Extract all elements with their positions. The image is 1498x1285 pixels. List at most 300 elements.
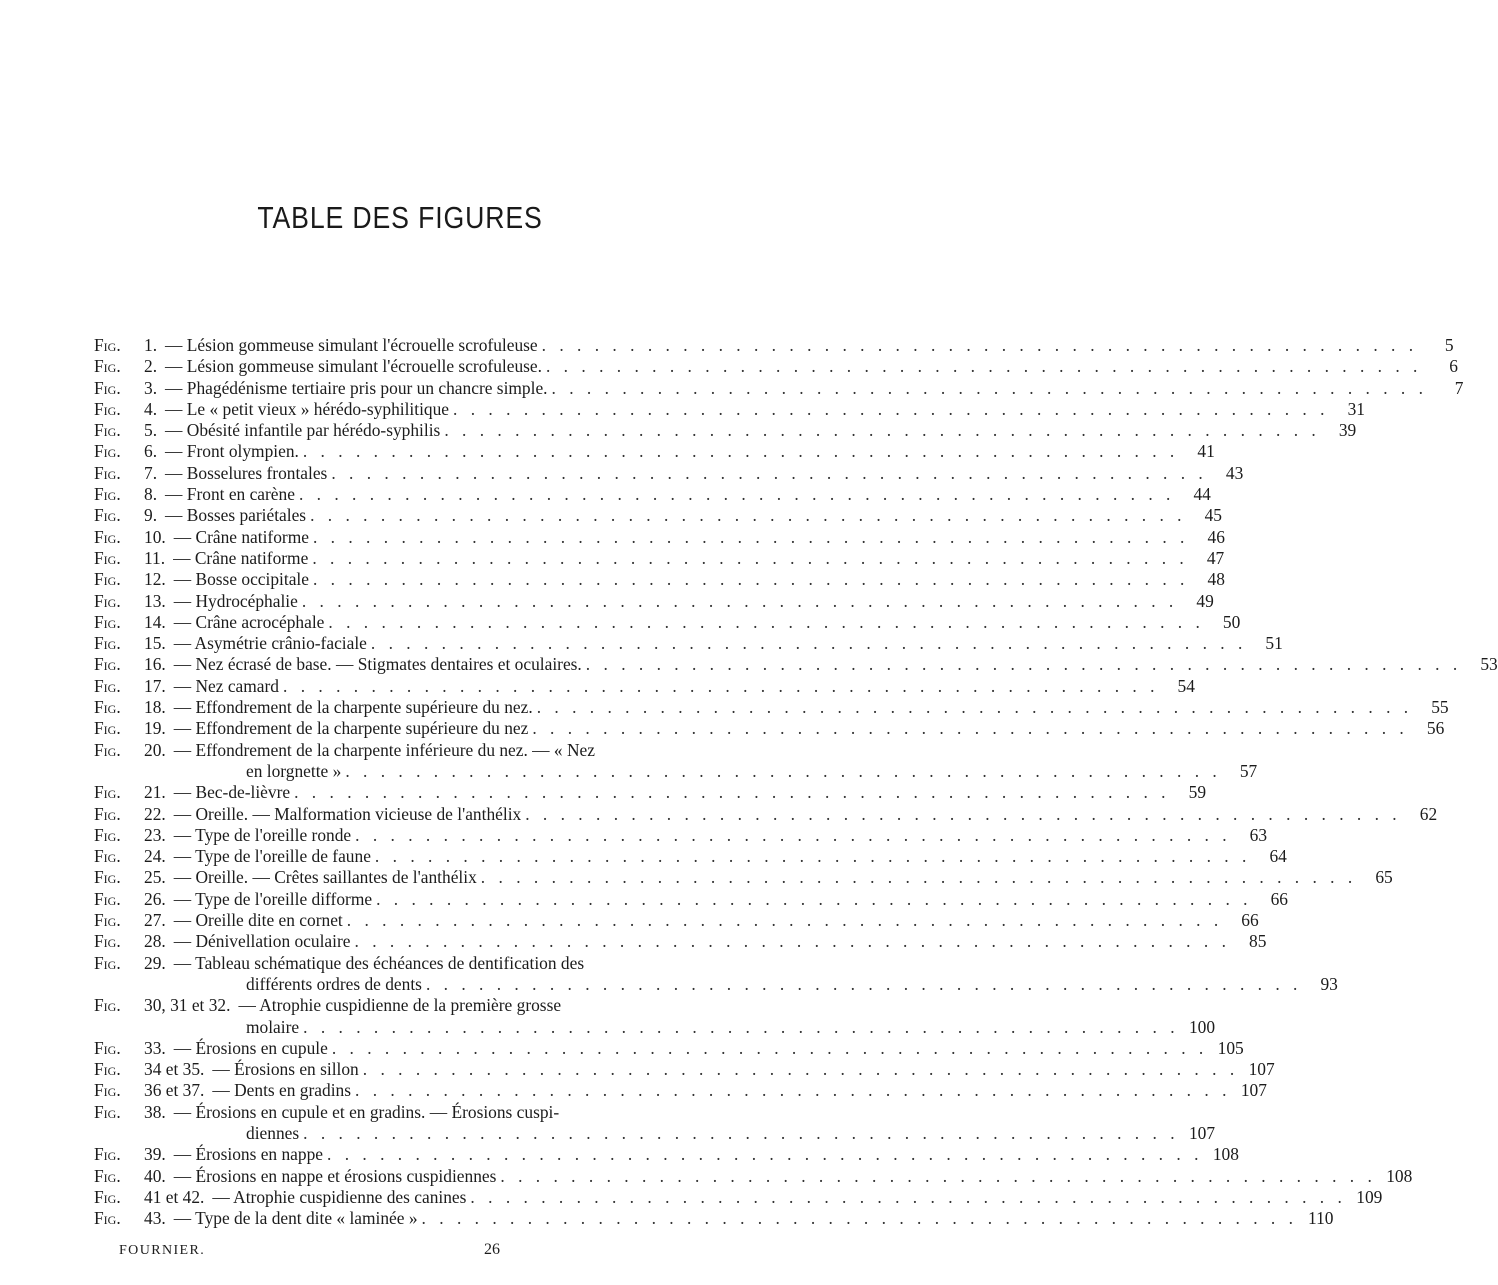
page-number: 49	[1196, 590, 1214, 611]
figure-caption: — Effondrement de la charpente supérieure du nez	[173, 718, 529, 739]
figure-label	[94, 867, 166, 888]
figure-label	[94, 1102, 166, 1123]
figure-word: Fig.	[94, 867, 121, 888]
dot-leader: . . . . . . . . . . . . . . . . . . . . . . . . . . . . . . . . . . . . . . . . . . . . . . . . . .	[470, 1186, 1347, 1207]
figure-entry	[94, 484, 1211, 505]
page-number: 48	[1207, 569, 1225, 590]
page-number: 100	[1188, 1016, 1216, 1037]
figure-number: 23.	[144, 824, 166, 845]
figure-word: Fig.	[94, 931, 121, 952]
figure-word: Fig.	[94, 1080, 121, 1101]
dot-leader: . . . . . . . . . . . . . . . . . . . . . . . . . . . . . . . . . . . . . . . . . . . . . . . . . .	[331, 462, 1208, 483]
figure-caption: — Oreille. — Malformation vicieuse de l'anthélix	[173, 803, 522, 824]
entry-line	[94, 335, 1454, 356]
dot-leader: . . . . . . . . . . . . . . . . . . . . . . . . . . . . . . . . . . . . . . . . . . . . . . . . . .	[294, 782, 1171, 803]
page-number: 45	[1204, 505, 1222, 526]
figure-entry	[94, 697, 1449, 718]
figure-entry	[94, 782, 1207, 803]
figure-number: 22.	[144, 803, 166, 824]
figure-caption: — Tableau schématique des échéances de dentification des	[173, 952, 585, 973]
figure-word: Fig.	[94, 824, 121, 845]
figure-caption: — Hydrocéphalie	[173, 590, 298, 611]
page-number: 63	[1249, 824, 1268, 845]
page-number: 47	[1206, 547, 1225, 568]
dot-leader: . . . . . . . . . . . . . . . . . . . . . . . . . . . . . . . . . . . . . . . . . . . . . . . . . .	[303, 1122, 1180, 1143]
figure-entry	[94, 569, 1225, 590]
figure-word: Fig.	[94, 1144, 121, 1165]
figure-caption: — Bosselures frontales	[165, 462, 328, 483]
page-title: TABLE DES FIGURES	[257, 200, 543, 235]
entry-line	[94, 867, 1393, 888]
figure-number: 2.	[144, 356, 158, 377]
figure-label	[94, 825, 166, 846]
entry-line	[94, 782, 1207, 803]
figure-label	[94, 1144, 166, 1165]
figure-caption: — Oreille. — Crêtes saillantes de l'anthélix	[173, 867, 477, 888]
entry-line	[94, 590, 1214, 612]
figure-number: 26.	[144, 888, 166, 909]
figure-caption: — Lésion gommeuse simulant l'écrouelle scrofuleuse	[165, 335, 538, 355]
figure-entry	[94, 611, 1241, 633]
figure-number: 13.	[144, 590, 166, 611]
figure-entry	[94, 547, 1225, 569]
figure-entry	[94, 356, 1458, 377]
figure-number: 6.	[144, 441, 158, 462]
figure-caption: en lorgnette »	[246, 760, 342, 781]
page-number: 107	[1248, 1059, 1275, 1080]
dot-leader: . . . . . . . . . . . . . . . . . . . . . . . . . . . . . . . . . . . . . . . . . . . . . . . . . .	[355, 824, 1232, 845]
figure-word: Fig.	[94, 420, 121, 441]
page-number: 93	[1320, 973, 1338, 994]
figure-label	[94, 1166, 166, 1187]
figure-caption: — Crâne natiforme	[173, 547, 309, 568]
figure-number: 9.	[144, 505, 158, 526]
entry-line	[94, 484, 1211, 505]
page-footer	[119, 1243, 719, 1263]
dot-leader: . . . . . . . . . . . . . . . . . . . . . . . . . . . . . . . . . . . . . . . . . . . . . . . . . .	[525, 803, 1402, 824]
figure-caption: — Oreille dite en cornet	[173, 910, 343, 931]
entry-line	[94, 824, 1268, 846]
entry-line	[94, 611, 1241, 633]
figure-entry	[94, 824, 1268, 846]
figure-label	[94, 505, 157, 526]
figure-caption: — Dents en gradins	[212, 1080, 351, 1101]
figure-caption: — Érosions en cupule	[173, 1037, 328, 1058]
figure-entry	[94, 718, 1445, 739]
figure-label	[94, 569, 166, 590]
figure-entry	[94, 1186, 1383, 1208]
dot-leader: . . . . . . . . . . . . . . . . . . . . . . . . . . . . . . . . . . . . . . . . . . . . . . . . . .	[585, 654, 1462, 675]
dot-leader: . . . . . . . . . . . . . . . . . . . . . . . . . . . . . . . . . . . . . . . . . . . . . . . . . .	[345, 760, 1222, 781]
dot-leader: . . . . . . . . . . . . . . . . . . . . . . . . . . . . . . . . . . . . . . . . . . . . . . . . . .	[425, 973, 1302, 994]
page-number: 44	[1193, 484, 1211, 505]
figure-label	[94, 953, 166, 974]
figure-number: 34 et 35.	[144, 1059, 205, 1080]
entry-line	[94, 1037, 1244, 1059]
figure-caption: — Nez camard	[173, 675, 280, 696]
figure-word: Fig.	[94, 1059, 121, 1080]
figure-caption: — Effondrement de la charpente inférieure du nez. — « Nez	[173, 739, 595, 760]
figure-caption: — Érosions en sillon	[212, 1059, 359, 1080]
entry-line	[94, 377, 1464, 399]
page-number: 51	[1265, 633, 1283, 654]
page-number: 109	[1356, 1186, 1383, 1207]
figure-caption: diennes	[246, 1122, 300, 1143]
entry-line	[94, 1144, 1239, 1165]
entry-line	[94, 888, 1288, 910]
page-number: 64	[1269, 846, 1287, 867]
dot-leader: . . . . . . . . . . . . . . . . . . . . . . . . . . . . . . . . . . . . . . . . . . . . . . . . . .	[354, 931, 1231, 952]
figure-word: Fig.	[94, 718, 121, 739]
figure-number: 33.	[144, 1037, 166, 1058]
entry-line	[94, 931, 1267, 952]
entry-line	[94, 1102, 720, 1123]
figure-label	[94, 1187, 204, 1208]
footer-author: FOURNIER.	[119, 1243, 206, 1258]
page-number: 66	[1270, 888, 1288, 909]
dot-leader: . . . . . . . . . . . . . . . . . . . . . . . . . . . . . . . . . . . . . . . . . . . . . . . . . .	[303, 1016, 1180, 1037]
figure-number: 36 et 37.	[144, 1080, 205, 1101]
figure-entry	[94, 675, 1195, 697]
figure-caption: — Type de la dent dite « laminée »	[173, 1208, 418, 1229]
dot-leader: . . . . . . . . . . . . . . . . . . . . . . . . . . . . . . . . . . . . . . . . . . . . . . . . . .	[374, 846, 1251, 867]
figure-number: 24.	[144, 846, 166, 867]
figure-word: Fig.	[94, 377, 121, 398]
entry-line	[94, 526, 1225, 548]
figure-number: 7.	[144, 462, 158, 483]
figure-entry	[94, 1144, 1239, 1165]
figure-entry	[94, 1080, 1267, 1101]
figure-entry	[94, 505, 1222, 526]
figure-caption: — Dénivellation oculaire	[173, 931, 351, 952]
entry-line	[94, 803, 1438, 825]
page-number: 66	[1241, 910, 1259, 931]
figure-word: Fig.	[94, 1186, 121, 1207]
figure-entry	[94, 335, 1454, 356]
figure-number: 17.	[144, 675, 166, 696]
dot-leader: . . . . . . . . . . . . . . . . . . . . . . . . . . . . . . . . . . . . . . . . . . . . . . . . . .	[310, 505, 1186, 526]
figure-word: Fig.	[94, 590, 121, 611]
entry-line	[94, 441, 1215, 462]
figure-caption: — Obésité infantile par hérédo-syphilis	[165, 420, 441, 441]
figure-caption: — Crâne acrocéphale	[173, 611, 325, 632]
figure-number: 12.	[144, 569, 166, 590]
dot-leader: . . . . . . . . . . . . . . . . . . . . . . . . . . . . . . . . . . . . . . . . . . . . . . . . . .	[444, 420, 1321, 441]
figure-word: Fig.	[94, 633, 121, 654]
figure-entry	[94, 441, 1215, 462]
figure-entry	[94, 739, 1258, 783]
figure-caption: — Type de l'oreille difforme	[173, 888, 373, 909]
figure-entry	[94, 398, 1365, 420]
page-number: 107	[1240, 1080, 1267, 1101]
figure-word: Fig.	[94, 803, 121, 824]
entry-line	[94, 505, 1222, 526]
figure-caption: — Crâne natiforme	[173, 526, 309, 547]
entry-line	[94, 1080, 1267, 1101]
figure-number: 40.	[144, 1165, 166, 1186]
figure-label	[94, 718, 166, 739]
page-number: 54	[1177, 675, 1195, 696]
figure-label	[94, 527, 166, 548]
figure-entry	[94, 910, 1259, 931]
figure-caption: — Front en carène	[165, 484, 295, 505]
figure-label	[94, 420, 157, 441]
figure-entry	[94, 1208, 1334, 1229]
entry-line	[94, 846, 1287, 867]
dot-leader: . . . . . . . . . . . . . . . . . . . . . . . . . . . . . . . . . . . . . . . . . . . . . . . . . .	[500, 1165, 1377, 1186]
dot-leader: . . . . . . . . . . . . . . . . . . . . . . . . . . . . . . . . . . . . . . . . . . . . . . . . . .	[545, 356, 1422, 377]
page-number: 107	[1188, 1122, 1216, 1143]
entry-line	[94, 1059, 1275, 1080]
figure-label	[94, 463, 157, 484]
figure-number: 8.	[144, 484, 158, 505]
dot-leader: . . . . . . . . . . . . . . . . . . . . . . . . . . . . . . . . . . . . . . . . . . . . . . . . . .	[536, 697, 1413, 718]
figure-number: 27.	[144, 910, 166, 931]
figure-number: 10.	[144, 526, 166, 547]
figure-word: Fig.	[94, 398, 121, 419]
figure-number: 38.	[144, 1101, 166, 1122]
figure-word: Fig.	[94, 462, 121, 483]
figure-word: Fig.	[94, 782, 121, 803]
dot-leader: . . . . . . . . . . . . . . . . . . . . . . . . . . . . . . . . . . . . . . . . . . . . . . . . . .	[328, 611, 1205, 632]
dot-leader: . . . . . . . . . . . . . . . . . . . . . . . . . . . . . . . . . . . . . . . . . . . . . . . . . .	[312, 526, 1189, 547]
figure-number: 11.	[144, 547, 166, 568]
page-number: 6	[1449, 356, 1458, 377]
figure-list	[94, 335, 1498, 1229]
page-number: 108	[1386, 1165, 1413, 1186]
figure-caption: — Type de l'oreille ronde	[173, 824, 352, 845]
dot-leader: . . . . . . . . . . . . . . . . . . . . . . . . . . . . . . . . . . . . . . . . . . . . . . . . . .	[327, 1144, 1203, 1165]
figure-number: 41 et 42.	[144, 1186, 205, 1207]
entry-line	[94, 718, 1445, 739]
entry-line	[94, 740, 720, 761]
figure-number: 18.	[144, 697, 166, 718]
figure-number: 5.	[144, 420, 158, 441]
figure-caption: — Nez écrasé de base. — Stigmates dentaires et oculaires.	[173, 654, 582, 675]
page-number: 5	[1444, 335, 1454, 355]
figure-number: 43.	[144, 1208, 166, 1229]
figure-word: Fig.	[94, 995, 121, 1016]
figure-label	[94, 995, 230, 1016]
entry-continuation-line	[94, 973, 1338, 995]
figure-entry	[94, 590, 1214, 612]
figure-entry	[94, 995, 1216, 1038]
footer-signature: 26	[484, 1241, 500, 1258]
figure-number: 25.	[144, 867, 166, 888]
entry-continuation-line	[94, 760, 1258, 782]
figure-caption: — Atrophie cuspidienne des canines	[212, 1186, 467, 1207]
figure-number: 4.	[144, 398, 158, 419]
figure-caption: — Érosions en nappe et érosions cuspidiennes	[173, 1165, 497, 1186]
figure-entry	[94, 1059, 1275, 1080]
entry-continuation-line	[94, 1016, 1216, 1038]
figure-number: 16.	[144, 654, 166, 675]
figure-label	[94, 1080, 204, 1101]
figure-word: Fig.	[94, 356, 121, 377]
figure-word: Fig.	[94, 1208, 121, 1229]
page-number: 62	[1419, 803, 1438, 824]
figure-caption: — Bec-de-lièvre	[173, 782, 291, 803]
figure-caption: — Phagédénisme tertiaire pris pour un chancre simple.	[165, 377, 548, 398]
figure-word: Fig.	[94, 441, 121, 462]
page-number: 43	[1225, 462, 1244, 483]
figure-entry	[94, 803, 1438, 825]
figure-word: Fig.	[94, 697, 121, 718]
figure-word: Fig.	[94, 888, 121, 909]
figure-label	[94, 1208, 166, 1229]
figure-label	[94, 910, 166, 931]
dot-leader: . . . . . . . . . . . . . . . . . . . . . . . . . . . . . . . . . . . . . . . . . . . . . . . . . .	[331, 1037, 1208, 1058]
dot-leader: . . . . . . . . . . . . . . . . . . . . . . . . . . . . . . . . . . . . . . . . . . . . . . . . . .	[421, 1208, 1298, 1229]
figure-label	[94, 782, 166, 803]
page-number: 41	[1197, 441, 1215, 462]
figure-word: Fig.	[94, 952, 121, 973]
figure-label	[94, 697, 166, 718]
figure-entry	[94, 1037, 1244, 1059]
figure-label	[94, 846, 166, 867]
figure-caption: — Asymétrie crânio-faciale	[173, 633, 367, 654]
dot-leader: . . . . . . . . . . . . . . . . . . . . . . . . . . . . . . . . . . . . . . . . . . . . . . . . . .	[346, 910, 1223, 931]
figure-label	[94, 804, 166, 825]
figure-caption: — Bosses pariétales	[165, 505, 307, 526]
dot-leader: . . . . . . . . . . . . . . . . . . . . . . . . . . . . . . . . . . . . . . . . . . . . . . . . . .	[532, 718, 1409, 739]
dot-leader: . . . . . . . . . . . . . . . . . . . . . . . . . . . . . . . . . . . . . . . . . . . . . . . . . .	[376, 888, 1252, 909]
figure-word: Fig.	[94, 1037, 121, 1058]
figure-number: 19.	[144, 718, 166, 739]
page-number: 50	[1222, 611, 1241, 632]
page-number: 31	[1347, 398, 1365, 419]
figure-word: Fig.	[94, 484, 121, 505]
figure-number: 3.	[144, 377, 158, 398]
dot-leader: . . . . . . . . . . . . . . . . . . . . . . . . . . . . . . . . . . . . . . . . . . . . . . . . . .	[541, 335, 1418, 355]
entry-continuation-line	[94, 1122, 1216, 1144]
figure-entry	[94, 1101, 1216, 1145]
entry-line	[94, 1186, 1383, 1208]
dot-leader: . . . . . . . . . . . . . . . . . . . . . . . . . . . . . . . . . . . . . . . . . . . . . . . . . .	[355, 1080, 1231, 1101]
entry-line	[94, 547, 1225, 569]
figure-word: Fig.	[94, 739, 121, 760]
figure-label	[94, 931, 166, 952]
figure-word: Fig.	[94, 569, 121, 590]
figure-caption: — Atrophie cuspidienne de la première grosse	[238, 995, 562, 1016]
figure-word: Fig.	[94, 675, 121, 696]
figure-label	[94, 676, 166, 697]
figure-number: 20.	[144, 739, 166, 760]
entry-line	[94, 1165, 1413, 1187]
dot-leader: . . . . . . . . . . . . . . . . . . . . . . . . . . . . . . . . . . . . . . . . . . . . . . . . . .	[362, 1059, 1239, 1080]
figure-label	[94, 356, 157, 377]
figure-entry	[94, 420, 1357, 441]
page-number: 46	[1207, 526, 1225, 547]
page-number: 39	[1338, 420, 1357, 441]
figure-word: Fig.	[94, 910, 121, 931]
dot-leader: . . . . . . . . . . . . . . . . . . . . . . . . . . . . . . . . . . . . . . . . . . . . . . . . . .	[312, 569, 1189, 590]
dot-leader: . . . . . . . . . . . . . . . . . . . . . . . . . . . . . . . . . . . . . . . . . . . . . . . . . .	[480, 867, 1357, 888]
figure-caption: — Effondrement de la charpente supérieure du nez.	[173, 697, 533, 718]
figure-label	[94, 889, 166, 910]
figure-entry	[94, 888, 1288, 910]
figure-label	[94, 399, 157, 420]
entry-line	[94, 1208, 1334, 1229]
page-number: 56	[1426, 718, 1445, 739]
figure-label	[94, 740, 166, 761]
entry-line	[94, 995, 720, 1016]
figure-label	[94, 484, 157, 505]
page-number: 55	[1431, 697, 1449, 718]
figure-word: Fig.	[94, 547, 121, 568]
figure-word: Fig.	[94, 846, 121, 867]
figure-entry	[94, 931, 1267, 952]
figure-caption: — Le « petit vieux » hérédo-syphilitique	[165, 398, 450, 419]
entry-line	[94, 356, 1458, 377]
entry-line	[94, 675, 1195, 697]
figure-caption: différents ordres de dents	[246, 973, 422, 994]
page-number: 57	[1239, 760, 1258, 781]
figure-label	[94, 1059, 204, 1080]
entry-line	[94, 462, 1244, 484]
dot-leader: . . . . . . . . . . . . . . . . . . . . . . . . . . . . . . . . . . . . . . . . . . . . . . . . . .	[298, 484, 1175, 505]
figure-number: 39.	[144, 1144, 166, 1165]
figure-entry	[94, 1165, 1413, 1187]
figure-caption: molaire	[246, 1016, 300, 1037]
page-number: 53	[1480, 654, 1498, 675]
dot-leader: . . . . . . . . . . . . . . . . . . . . . . . . . . . . . . . . . . . . . . . . . . . . . . . . . .	[283, 675, 1159, 696]
figure-word: Fig.	[94, 335, 121, 355]
figure-label	[94, 591, 166, 612]
figure-number: 1.	[144, 335, 158, 355]
entry-line	[94, 953, 720, 974]
dot-leader: . . . . . . . . . . . . . . . . . . . . . . . . . . . . . . . . . . . . . . . . . . . . . . . . . .	[312, 547, 1189, 568]
figure-entry	[94, 654, 1498, 675]
figure-entry	[94, 526, 1225, 548]
entry-line	[94, 420, 1357, 441]
figure-number: 15.	[144, 633, 166, 654]
figure-word: Fig.	[94, 654, 121, 675]
figure-label	[94, 378, 157, 399]
page-number: 65	[1375, 867, 1393, 888]
page-number: 59	[1188, 782, 1207, 803]
figure-label	[94, 654, 166, 675]
figure-number: 21.	[144, 782, 166, 803]
figure-caption: — Front olympien.	[165, 441, 299, 462]
figure-label	[94, 1038, 166, 1059]
figure-caption: — Érosions en cupule et en gradins. — Érosions cuspi-	[173, 1101, 560, 1122]
figure-entry	[94, 952, 1338, 996]
figure-entry	[94, 633, 1283, 654]
figure-entry	[94, 846, 1287, 867]
figure-label	[94, 335, 157, 356]
figure-word: Fig.	[94, 611, 121, 632]
figure-number: 14.	[144, 611, 166, 632]
page-number: 105	[1217, 1037, 1244, 1058]
figure-entry	[94, 867, 1393, 888]
figure-label	[94, 612, 166, 633]
figure-number: 29.	[144, 952, 166, 973]
figure-label	[94, 548, 165, 569]
figure-caption: — Bosse occipitale	[173, 569, 309, 590]
figure-label	[94, 633, 166, 654]
entry-line	[94, 398, 1365, 420]
page-number: 85	[1249, 931, 1267, 952]
dot-leader: . . . . . . . . . . . . . . . . . . . . . . . . . . . . . . . . . . . . . . . . . . . . . . . . . .	[370, 633, 1247, 654]
entry-line	[94, 633, 1283, 654]
figure-entry	[94, 377, 1464, 399]
figure-number: 30, 31 et 32.	[144, 995, 231, 1016]
dot-leader: . . . . . . . . . . . . . . . . . . . . . . . . . . . . . . . . . . . . . . . . . . . . . . . . . .	[302, 441, 1179, 462]
page-number: 7	[1454, 377, 1464, 398]
figure-word: Fig.	[94, 1101, 121, 1122]
entry-line	[94, 910, 1259, 931]
